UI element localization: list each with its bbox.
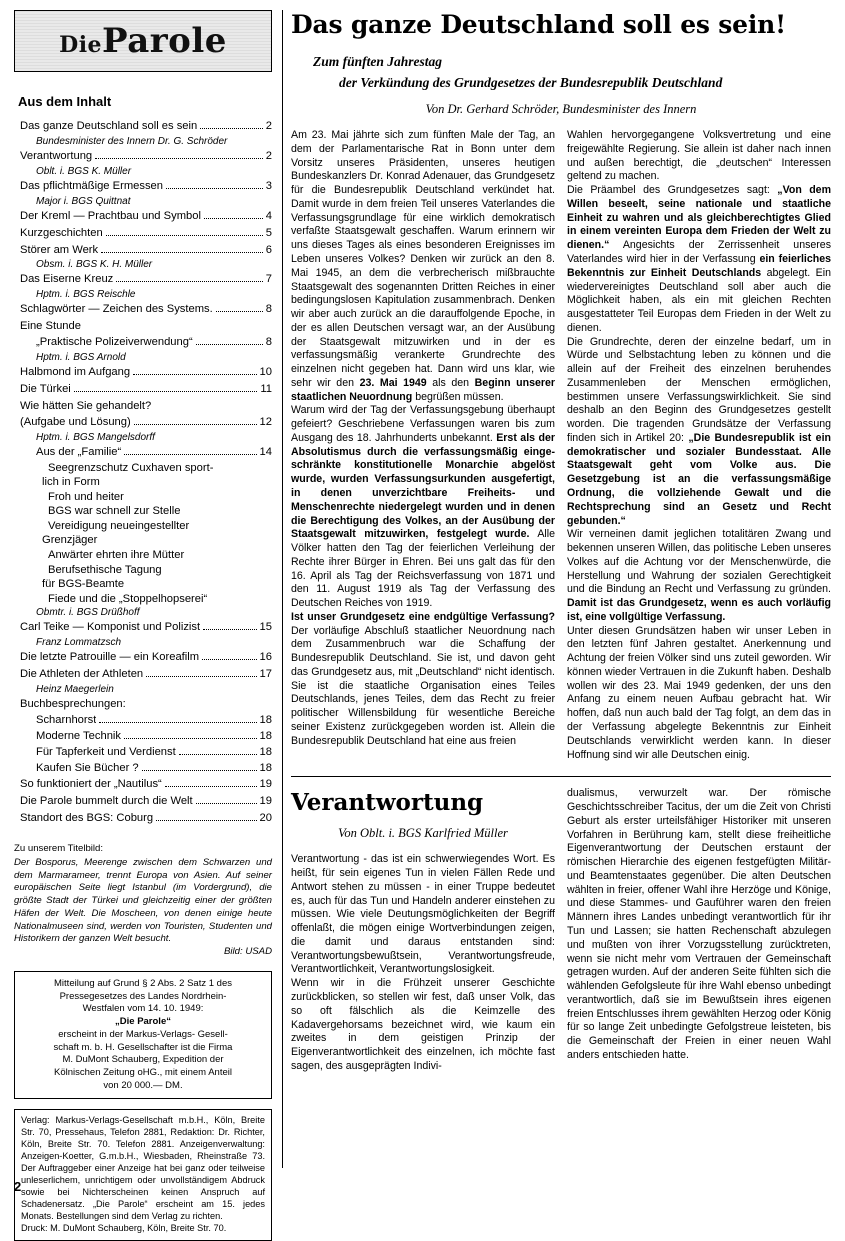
article-subhead-1: Zum fünften Jahrestag	[313, 54, 443, 70]
toc-entry-page: 19	[259, 795, 272, 808]
toc-entry-page: 16	[259, 651, 272, 664]
toc-entry-sub: Major i. BGS Quittnat	[36, 195, 131, 207]
list-item[interactable]	[14, 302, 272, 318]
article2-row	[291, 787, 831, 1073]
list-item[interactable]	[36, 745, 272, 761]
toc-entry-title: Scharnhorst	[36, 713, 97, 726]
notice-line-8: Kölnischen Zeitung oHG., mit einem Anteil	[54, 1066, 232, 1078]
paragraph	[291, 977, 555, 1073]
notice-line-1: Mitteilung auf Grund § 2 Abs. 2 Satz 1 des	[54, 977, 232, 989]
toc-leader	[99, 722, 256, 723]
toc-entry-title: (Aufgabe und Lösung)	[20, 415, 131, 428]
toc-entry-title: Kurzgeschichten	[20, 226, 103, 239]
toc-leader	[95, 158, 263, 159]
paragraph-text: Am 23. Mai jährte sich zum fünften Male der Tag, an dem der Parlamentarische Rat in Bonn unter dem Vorsitz unseres Präsidenten, unseres heutigen Bundeskanzlers Dr. Konrad Adenauer, das Grundgesetz für die Bundesrepublik Deutschland verkündet hat. Damit wurde in dem freien Teil unseres Vaterlandes die Verfassungsgrundlage für eine wirklich demokratisch verfaßte Staatsgewalt geschaffen. Warum erinnern wir uns dieses Tages als eines besonderen Ereignisses im Leben unseres Volkes? Denken wir zurück an den 8. Mai 1945, an dem die verbrecherisch mißbrauchte Staatsgewalt des sogenannten Dritten Reiches in einer bedingungslosen Kapitulation zusammenbrach. Denken wir aber auch zurück an die darauffolgende Epoche, in der es allen Deutschen versagt war, an der Ausübung der Staatsgewalt mitzuwirken und in der es verfassungsmäßig verankerte Grundrechte des einzelnen nicht gegeben hat. Dann wird uns klar, wie sehr wir den	[291, 129, 555, 389]
paragraph-text: dualismus, verwurzelt war. Der römische Geschichtsschreiber Tacitus, der um die Zeit von Christi Geburt als erster urteilsfähiger Historiker mit unseren Vorfahren in Berührung kam, stellt diese freiheitliche Eigenverantwortung der Deutschen erstaunt der römischen Hierarchie des eigenen festgefügten Militär- und Beamtenstaates gegenüber. Die alten Deutschen wählten in freier, offener Wahl ihre Herzöge und Könige, und diese Stammes- und Gauführer waren den freien Männern ihres Landes unbedingt verantwortlich für ihr Tun und Lassen; sie hatten Rechenschaft abzulegen und mußten von ihrer Vorzugsstellung zurücktreten, wenn sie nicht mehr vom Vertrauen der Gemeinschaft getragen wurden. Auf der anderen Seite fühlten sich die wählenden Gefolgsleute für ihre Wahl ebenso unbedingt verantwortlich, daß sie im Bewußtsein ihres eigenen freien Entschlusses ihrem gewählten Herzog oder König für so lange Zeit unbedingte Gefolgstreue leisteten, bis die Gemeinschaft der Freien in einer neuen Wahl anders entschieden hatte.	[567, 787, 831, 1061]
toc-entry-page: 10	[259, 366, 272, 379]
article2-column-1	[291, 787, 555, 1073]
toc-entry-page: 18	[259, 745, 272, 758]
toc-leader	[196, 344, 263, 345]
paragraph-text: begrüßen müssen.	[412, 390, 504, 403]
paragraph-bold: 23. Mai 1949	[359, 376, 427, 389]
toc-entry-title: Das ganze Deutschland soll es sein	[20, 120, 198, 132]
list-item[interactable]	[14, 319, 272, 364]
paragraph-text: abgelegt. Ein wiedervereinigtes Deutschland soll aber auch die Möglichkeit haben, als ein mit gleichen Rechten ausgestatteter Teil Europas dem Frieden in der Welt zu dienen.	[567, 266, 831, 334]
toc-leader	[133, 374, 256, 375]
toc-heading: Aus dem Inhalt	[18, 94, 112, 109]
toc-entry-title: Die Athleten der Athleten	[20, 668, 144, 681]
toc-sub-item: für BGS-Beamte	[42, 578, 125, 591]
masthead-title-part1: Die	[59, 32, 103, 58]
paragraph-bold: Ist unser Grundgesetz eine endgültige Verfassung?	[291, 610, 555, 623]
toc-entry-title: Schlagwörter — Zeichen des Systems.	[20, 303, 213, 316]
column-divider	[282, 10, 283, 1168]
toc-entry-title: Das Eiserne Kreuz	[20, 273, 114, 286]
article2-headline: Verantwortung	[291, 789, 484, 817]
page-columns	[14, 10, 831, 1233]
toc-entry-title: Die Türkei	[20, 382, 71, 395]
toc-entry-page: 20	[259, 812, 272, 825]
paragraph-text: Die Präambel des Grundgesetzes sagt:	[567, 184, 778, 197]
toc-entry-sub: Franz Lommatzsch	[36, 637, 122, 649]
toc-entry-sub: Hptm. i. BGS Mangelsdorff	[36, 431, 155, 443]
toc-leader	[203, 629, 256, 630]
toc-entry-page: 11	[260, 382, 272, 395]
toc-entry-sub: Hptm. i. BGS Reischle	[36, 289, 136, 301]
toc-entry-page: 19	[259, 778, 272, 791]
paragraph-bold: Damit ist das Grundgesetz, wenn es auch vorläufig ist, eine vollgültige Verfassung.	[567, 597, 831, 623]
toc-sub-item: Anwärter ehrten ihre Mütter	[48, 548, 185, 561]
toc-leader	[134, 424, 257, 425]
right-column	[291, 10, 831, 1170]
toc-entry-title: So funktioniert der „Nautilus“	[20, 778, 162, 791]
toc-sub-item: Froh und heiter	[48, 490, 124, 503]
toc-entry-page: 12	[259, 415, 272, 428]
article-byline: Von Dr. Gerhard Schröder, Bundesminister des Innern	[425, 102, 697, 117]
list-item[interactable]	[14, 650, 272, 666]
toc-entry-page: 6	[265, 243, 272, 256]
list-item[interactable]	[36, 729, 272, 745]
notice-line-4: „Die Parole“	[115, 1016, 171, 1028]
article-verantwortung	[291, 776, 831, 1073]
toc-leader	[179, 754, 257, 755]
notice-line-6: schaft m. b. H. Gesellschafter ist die Firma	[53, 1041, 233, 1053]
toc-entry-title: Halbmond im Aufgang	[20, 366, 131, 379]
toc-entry-sub: Obmtr. i. BGS Drüßhoff	[36, 607, 140, 619]
left-column	[14, 10, 282, 1233]
toc-entry-title: Aus der „Familie“	[36, 445, 122, 458]
toc-entry-page: 7	[265, 273, 272, 286]
toc-leader	[166, 188, 263, 189]
notice-line-2: Pressegesetzes des Landes Nordrhein-	[59, 990, 227, 1002]
toc-entry-title: Verantwortung	[20, 149, 93, 162]
table-of-contents	[14, 119, 272, 827]
toc-leader	[216, 311, 263, 312]
toc-leader	[142, 770, 257, 771]
toc-entry-page: 5	[265, 226, 272, 239]
list-item[interactable]	[36, 713, 272, 729]
toc-leader	[116, 281, 262, 282]
toc-entry-title: Störer am Werk	[20, 243, 99, 256]
paragraph-bold: Beginn unserer staatlichen Neuordnung	[291, 376, 555, 403]
imprint-box	[14, 1109, 272, 1241]
toc-sub-item: Fiede und die „Stoppelhopserei“	[48, 592, 208, 605]
paragraph-text: Warum wird der Tag der Verfassungsgebung überhaupt gefeiert? Geschriebene Verfassungen waren bis zum Ausgang des 18. Jahrhunderts unbekannt.	[291, 404, 555, 444]
cover-caption-text: Der Bosporus, Meerenge zwischen dem Schwarzen und dem Marmarameer, trennt Europa von Asien. Auf seiner europäischen Seite liegt Istanbul (im Vordergrund), die größte Stadt der Türkei und gleichzeitig einer der größten Häfen der Welt. Die Moscheen, von denen einige heute Nationalmuseen sind, werden von Touristen, Studenten und Historikern der ganzen Welt besucht.	[14, 856, 272, 945]
toc-sub-item: Seegrenzschutz Cuxhaven sport-	[48, 461, 214, 474]
article-headline: Das ganze Deutschland soll es sein!	[291, 10, 786, 39]
toc-section-heading: Buchbesprechungen:	[20, 697, 126, 710]
list-item[interactable]	[14, 243, 272, 272]
toc-entry-title: Carl Teike — Komponist und Polizist	[20, 621, 201, 634]
paragraph-text: als den	[426, 376, 475, 389]
list-item[interactable]	[14, 365, 272, 381]
notice-line-7: M. DuMont Schauberg, Expedition der	[62, 1054, 224, 1066]
list-item[interactable]	[14, 226, 272, 242]
toc-entry-title: Wie hätten Sie gehandelt?	[20, 399, 152, 412]
toc-entry-page: 3	[265, 179, 272, 192]
paragraph	[291, 853, 555, 977]
toc-entry-title: Das pflichtmäßige Ermessen	[20, 179, 164, 192]
article2-byline: Von Oblt. i. BGS Karlfried Müller	[338, 826, 508, 841]
paragraph-text: Wenn wir in die Frühzeit unserer Geschichte zurückblicken, so stellen wir fest, daß unser Volk, das so oft fälschlich als die Keimzelle des Kadavergehorsams bezeichnet wird, wie kaum ein zweites in dem geistigen Prinzip der Eigenverantwortlichkeit des einzelnen, ich möchte fast sagen, des ausgeprägten Indivi-	[291, 977, 555, 1072]
paragraph-text: Wir verneinen damit jeglichen totalitären Zwang und bekennen unseren Willen, das politische Leben unseres Volkes auf die Achtung vor der Menschenwürde, die Herstellung und Wahrung der sozialen Gerechtigkeit und die Bindung an Recht und Verfassung zu gründen.	[567, 528, 831, 596]
paragraph-bold: „Die Bundesrepublik ist ein demokratischer und sozialer Bundesstaat. Alle Staatsgewalt geht vom Volke aus. Die Gesetzgebung ist an die verfassungsmäßige Ordnung, die vollziehende Gewalt und die Rechtsprechung sind an Gesetz und Recht gebunden.“	[567, 431, 831, 527]
article-column-2	[567, 129, 831, 762]
notice-line-9: von 20 000.— DM.	[103, 1079, 183, 1091]
toc-entry-title: „Praktische Polizeiverwendung“	[36, 336, 193, 349]
toc-sub-item: lich in Form	[42, 476, 100, 489]
toc-entry-page: 4	[265, 209, 272, 222]
paragraph	[567, 787, 831, 1062]
list-item[interactable]	[14, 445, 272, 620]
list-item[interactable]	[36, 761, 272, 777]
list-item[interactable]	[14, 667, 272, 696]
paragraph	[567, 336, 831, 529]
toc-entry-page: 8	[265, 336, 272, 349]
toc-leader	[202, 659, 256, 660]
list-item[interactable]	[14, 209, 272, 225]
toc-leader	[146, 676, 256, 677]
list-item[interactable]	[14, 777, 272, 793]
toc-entry-title: Die Parole bummelt durch die Welt	[20, 795, 193, 808]
paragraph	[291, 611, 555, 749]
paragraph-bold: Erst als der Absolutismus durch die verfassungsmäßig einge-schränkte konstitutionelle Monarchie abgelöst wurde, wurden Verfassungsurkunden ausgefertigt, in denen unverzichtbare Freiheits- und Menschenrechte niedergelegt wurden und in denen die Berechtigung des Volkes, an der Ausübung der Staatsgewalt mitzuwirken, festgelegt wurde.	[291, 431, 555, 541]
paragraph-text: Der vorläufige Abschluß staatlicher Neuordnung nach dem Zusammenbruch war die Schaffung der Bundesrepublik Deutschland. Sie ist, und davon geht das Grundgesetz aus, mit „Deutschland“ nicht identisch. Sie ist die staatliche Organisation eines Teiles Deutschlands, jenes Teiles, dem das Recht zu freier politischer Willensbildung für wesentliche Bereiche seiner Existenz zurückgegeben worden ist. Allein die Bundesrepublik Deutschland hat eine aus freien	[291, 624, 555, 747]
list-item[interactable]	[14, 811, 272, 827]
list-item[interactable]	[14, 399, 272, 444]
paragraph-bold: ein feierliches Bekenntnis zur Einheit Deutschlands	[567, 252, 831, 279]
toc-leader	[124, 454, 256, 455]
article-column-1	[291, 129, 555, 762]
toc-entry-page: 2	[265, 149, 272, 162]
toc-entry-sub: Obsm. i. BGS K. H. Müller	[36, 259, 153, 271]
toc-entry-sub: Bundesminister des Innern Dr. G. Schröder	[36, 135, 228, 147]
toc-entry-title: Die letzte Patrouille — ein Koreafilm	[20, 651, 200, 664]
paragraph	[567, 184, 831, 335]
paragraph-text: Wahlen hervorgegangene Volksvertretung und eine freigewählte Regierung. Sie allein ist daher nach innen und außen berechtigt, die „deutschen“ Interessen geltend zu machen.	[567, 129, 831, 183]
page-number: 2	[14, 1179, 22, 1194]
list-item[interactable]	[14, 149, 272, 178]
toc-sub-item: BGS war schnell zur Stelle	[48, 505, 181, 518]
toc-entry-page: 18	[259, 713, 272, 726]
paragraph-bold: „Von dem Willen beseelt, seine nationale und staatliche Einheit zu wahren und als gleichberechtigtes Glied in einem vereinten Europa dem Frieden der Welt zu dienen.“	[567, 184, 831, 252]
toc-entry-page: 18	[259, 729, 272, 742]
toc-leader	[101, 252, 263, 253]
toc-leader	[156, 820, 256, 821]
toc-sub-item: Berufsethische Tagung	[48, 563, 162, 576]
list-item[interactable]	[14, 620, 272, 649]
article2-body-2	[567, 787, 831, 1062]
imprint-text: Verlag: Markus-Verlags-Gesellschaft m.b.H., Köln, Breite Str. 70, Pressehaus, Telefon 2881, Redaktion: Dr. Richter, Köln, Breite Str. 70. Telefon 2881. Anzeigenverwaltung: Anzeigen-Koetter, G.m.b.H., Wiesbaden, Rheinstraße 73. Der Auftraggeber einer Anzeige hat bei ganz oder teilweise unleserlichem, unrichtigem oder unvollständigem Abdruck sowie bei Nichterscheinen keinen Anspruch auf Schadenersatz. „Die Parole“ erscheint am 15. jedes Monats. Bestellungen sind dem Verlag zu richten.	[21, 1115, 265, 1222]
list-item[interactable]	[14, 794, 272, 810]
toc-entry-page: 8	[265, 303, 272, 316]
toc-entry-sub: Hptm. i. BGS Arnold	[36, 352, 126, 364]
paragraph-text: Angesichts der Zerrissenheit unseres Vaterlandes wird hier in der Verfassung	[567, 239, 831, 265]
paragraph-text: Die Grundrechte, deren der einzelne bedarf, um in Würde und Selbstachtung leben zu können und die allein auf der Freiheit des einzelnen beruhendes Zusammenleben der Menschen ermöglichen, bestimmen unsere Verfassungswirklichkeit. Sie sind deshalb an den Beginn des Grundgesetzes gestellt worden. Die tragenden Grundsätze der Verfassung finden sich in Artikel 20:	[567, 335, 831, 444]
paragraph	[291, 404, 555, 610]
toc-entry-title: Moderne Technik	[36, 729, 121, 742]
toc-entry-page: 15	[259, 621, 272, 634]
masthead	[14, 10, 272, 72]
notice-line-5: erscheint in der Markus-Verlags- Gesell-	[58, 1028, 228, 1040]
toc-leader	[74, 391, 258, 392]
toc-entry-sub: Heinz Maegerlein	[36, 683, 114, 695]
toc-entry-title: Für Tapferkeit und Verdienst	[36, 745, 176, 758]
toc-leader	[124, 738, 257, 739]
list-item[interactable]	[14, 119, 272, 148]
toc-entry-page: 2	[265, 120, 272, 132]
toc-sub-item: Vereidigung neueingestellter	[48, 519, 190, 532]
toc-leader	[200, 128, 263, 129]
list-item[interactable]	[14, 272, 272, 301]
article-subhead-2: der Verkündung des Grundgesetzes der Bundesrepublik Deutschland	[339, 75, 723, 91]
toc-leader	[106, 235, 263, 236]
cover-caption	[14, 843, 272, 959]
toc-entry-title: Standort des BGS: Coburg	[20, 812, 154, 825]
paragraph-text: Alle Völker hatten den Tag der feierlichen Verleihung der Rechte ihrer Bürger in Ehren. Bei uns galt das für den 16. April als Tag der Reichsverfassung von 1871 und den 11. August 1919 als Tag der Verfassung des Deutschen Reiches von 1919.	[291, 528, 555, 610]
paragraph	[567, 129, 831, 184]
toc-leader	[196, 803, 257, 804]
cover-caption-heading: Zu unserem Titelbild:	[14, 843, 104, 855]
notice-line-3: Westfalen vom 14. 10. 1949:	[82, 1003, 204, 1015]
masthead-title-part2: Parole	[102, 21, 227, 61]
toc-entry-title: Eine Stunde	[20, 320, 81, 333]
paragraph	[291, 129, 555, 404]
toc-leader	[204, 218, 263, 219]
paragraph-text: Verantwortung - das ist ein schwerwiegendes Wort. Es heißt, für sein eigenes Tun in vielen Fällen Rede und Antwort stehen zu müssen - in einer Truppe bedeutet es, auch für das Tun und Handeln anderer einstehen zu müssen. Wie viele Deutungsmöglichkeiten der Begriff offenlaßt, die mögen einige Wortverbindungen zeigen, die damit und daraus entstanden sind: Verantwortungsbewußtsein, Verantwortungsfreude, Verantwortlichkeit, Verantwortungslosigkeit.	[291, 853, 555, 976]
toc-entry-page: 14	[259, 445, 272, 458]
toc-sub-item: Grenzjäger	[42, 534, 98, 547]
paragraph-text: Unter diesen Grundsätzen haben wir unser Leben in den letzten fünf Jahren gestaltet. Anerkennung und Achtung der freien Völker sind uns zuteil geworden. Wir können wieder Vertrauen in die Zukunft haben. Deshalb wollen wir des 23. Mai 1949 gedenken, der uns den Anfang zu einem neuen Aufbau gebracht hat. Wir hoffen, daß nun auch bald der Tag folgt, an dem das in der Verfassung abgelegte Bekenntnis zur Einheit Deutschlands verwirklicht werden kann. In dieser Hoffnung sind wir alle Deutschen einig.	[567, 624, 831, 761]
toc-entry-page: 17	[259, 668, 272, 681]
list-item[interactable]	[14, 382, 272, 398]
article2-body-1	[291, 853, 555, 1073]
article2-column-2	[567, 787, 831, 1073]
toc-entry-title: Der Kreml — Prachtbau und Symbol	[20, 209, 201, 222]
toc-leader	[165, 786, 257, 787]
cover-caption-credit: Bild: USAD	[224, 946, 272, 958]
paragraph	[567, 625, 831, 763]
list-item	[14, 697, 272, 777]
article-body	[291, 129, 831, 762]
list-item[interactable]	[14, 179, 272, 208]
toc-entry-page: 18	[259, 761, 272, 774]
imprint-druck: Druck: M. DuMont Schauberg, Köln, Breite Str. 70.	[21, 1222, 227, 1233]
paragraph	[567, 528, 831, 624]
press-notice-box	[14, 971, 272, 1099]
toc-entry-sub: Oblt. i. BGS K. Müller	[36, 165, 132, 177]
masthead-title	[59, 21, 227, 61]
toc-entry-title: Kaufen Sie Bücher ?	[36, 761, 139, 774]
